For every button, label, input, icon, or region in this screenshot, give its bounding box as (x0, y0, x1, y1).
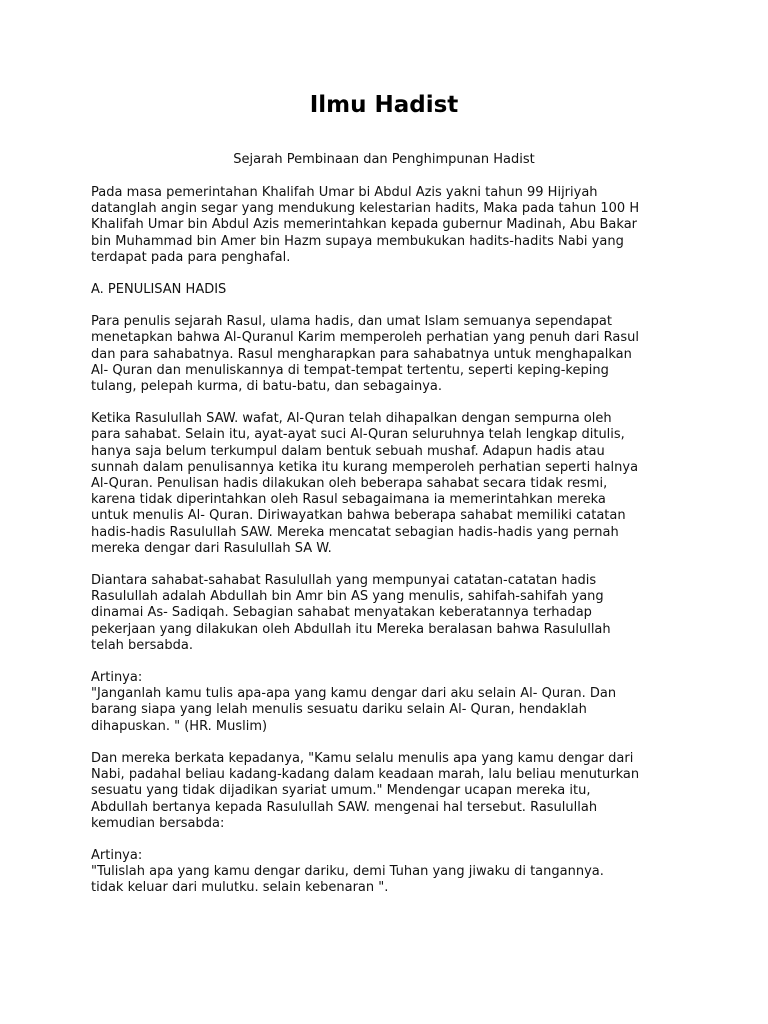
paragraph-line: Al- Quran dan menuliskannya di tempat-tempat tertentu, seperti keping-keping (91, 362, 609, 378)
paragraph-line: karena tidak diperintahkan oleh Rasul sebagaimana ia memerintahkan mereka (91, 492, 606, 508)
paragraph-line: tidak keluar dari mulutku. selain kebenaran ". (91, 880, 389, 896)
paragraph-line: menetapkan bahwa Al-Quranul Karim memperoleh perhatian yang penuh dari Rasul (91, 330, 639, 346)
paragraph-line: Rasulullah adalah Abdullah bin Amr bin AS yang menulis, sahifah-sahifah yang (91, 589, 604, 605)
paragraph-line: Artinya: (91, 847, 143, 863)
paragraph (91, 848, 691, 897)
paragraph-line: tulang, pelepah kurma, di batu-batu, dan sebagainya. (91, 379, 442, 395)
paragraph (91, 282, 691, 298)
paragraph-line: terdapat pada para penghafal. (91, 249, 291, 265)
paragraph-line: barang siapa yang lelah menulis sesuatu dariku selain Al- Quran, hendaklah (91, 702, 587, 718)
paragraph-line: Pada masa pemerintahan Khalifah Umar bi Abdul Azis yakni tahun 99 Hijriyah (91, 185, 598, 200)
paragraph-line: Abdullah bertanya kepada Rasulullah SAW. mengenai hal tersebut. Rasulullah (91, 799, 598, 815)
paragraph-line: Nabi, padahal beliau kadang-kadang dalam keadaan marah, lalu beliau menuturkan (91, 767, 640, 783)
paragraph-line: mereka dengar dari Rasulullah SA W. (91, 540, 332, 556)
paragraph-line: datanglah angin segar yang mendukung kelestarian hadits, Maka pada tahun 100 H (91, 201, 640, 217)
paragraph-line: A. PENULISAN HADIS (91, 282, 227, 298)
paragraph (91, 314, 691, 395)
paragraph-line: Ketika Rasulullah SAW. wafat, Al-Quran telah dihapalkan dengan sempurna oleh (91, 411, 612, 427)
paragraph-line: hanya saja belum terkumpul dalam bentuk sebuah mushaf. Adapun hadis atau (91, 443, 605, 459)
paragraph-line: Khalifah Umar bin Abdul Azis memerintahkan kepada gubernur Madinah, Abu Bakar (91, 217, 638, 233)
paragraph (91, 573, 691, 654)
paragraph-line: Artinya: (91, 670, 143, 686)
paragraph-line: para sahabat. Selain itu, ayat-ayat suci Al-Quran seluruhnya telah lengkap ditulis, (91, 427, 625, 443)
paragraph-line: "Tulislah apa yang kamu dengar dariku, demi Tuhan yang jiwaku di tangannya. (91, 864, 604, 880)
paragraph-line: bin Muhammad bin Amer bin Hazm supaya membukukan hadits-hadits Nabi yang (91, 233, 624, 249)
paragraph-line: dan para sahabatnya. Rasul mengharapkan para sahabatnya untuk menghapalkan (91, 346, 632, 362)
paragraph-line: Diantara sahabat-sahabat Rasulullah yang mempunyai catatan-catatan hadis (91, 573, 597, 589)
paragraph-line: pekerjaan yang dilakukan oleh Abdullah itu Mereka beralasan bahwa Rasulullah (91, 621, 611, 637)
paragraph-line: untuk menulis Al- Quran. Diriwayatkan bahwa beberapa sahabat memiliki catatan (91, 508, 626, 524)
paragraph-line: telah bersabda. (91, 637, 193, 653)
paragraph-line: dihapuskan. " (HR. Muslim) (91, 718, 268, 734)
paragraph-line: kemudian bersabda: (91, 815, 225, 831)
paragraph-line: Al-Quran. Penulisan hadis dilakukan oleh beberapa sahabat secara tidak resmi, (91, 476, 608, 492)
paragraph-line: "Janganlah kamu tulis apa-apa yang kamu dengar dari aku selain Al- Quran. Dan (91, 686, 617, 702)
paragraph-line: Para penulis sejarah Rasul, ulama hadis, dan umat Islam semuanya sependapat (91, 314, 612, 330)
paragraph (91, 185, 691, 266)
page-title: Ilmu Hadist (309, 92, 459, 118)
paragraph-line: dinamai As- Sadiqah. Sebagian sahabat menyatakan keberatannya terhadap (91, 605, 592, 621)
document-body (91, 185, 691, 913)
paragraph (91, 670, 691, 735)
paragraph-line: sesuatu yang tidak dijadikan syariat umum." Mendengar ucapan mereka itu, (91, 783, 591, 799)
page-subtitle: Sejarah Pembinaan dan Penghimpunan Hadist (233, 152, 535, 167)
paragraph (91, 411, 691, 557)
paragraph (91, 751, 691, 832)
paragraph-line: hadis-hadis Rasulullah SAW. Mereka mencatat sebagian hadis-hadis yang pernah (91, 524, 619, 540)
paragraph-line: Dan mereka berkata kepadanya, "Kamu selalu menulis apa yang kamu dengar dari (91, 750, 634, 766)
paragraph-line: sunnah dalam penulisannya ketika itu kurang memperoleh perhatian seperti halnya (91, 459, 639, 475)
